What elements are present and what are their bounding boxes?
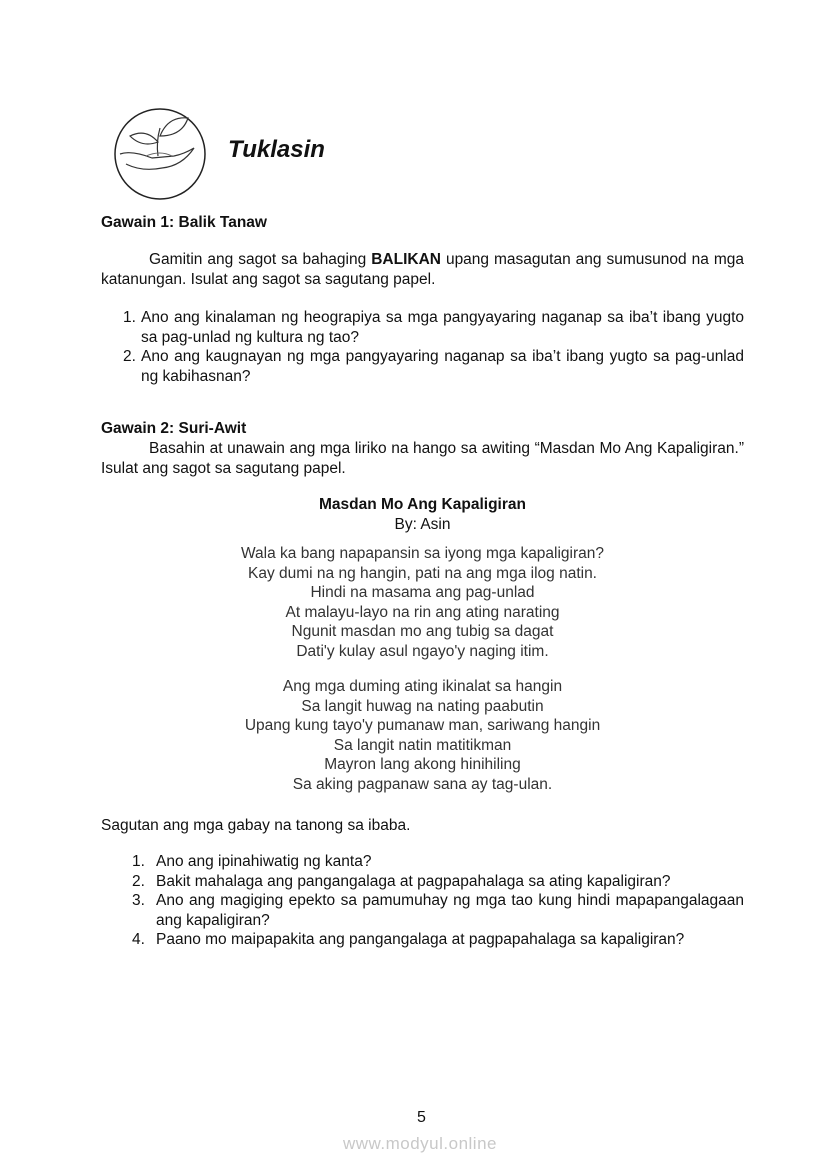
gawain2-intro: Basahin at unawain ang mga liriko na hango sa awiting “Masdan Mo Ang Kapaligiran.” Isulat ang sagot sa sagutang papel. xyxy=(101,440,744,477)
lyric-line: Ang mga duming ating ikinalat sa hangin xyxy=(282,678,563,695)
intro-text: Gamitin ang sagot sa bahaging xyxy=(149,251,372,268)
item-text: Ano ang kinalaman ng heograpiya sa mga pangyayaring naganap sa iba’t ibang yugto sa pag-unlad ng kultura ng tao? xyxy=(141,309,744,346)
list-item xyxy=(132,872,744,892)
gawain2-questions xyxy=(132,852,744,950)
page-number: 5 xyxy=(417,1109,426,1126)
lyric-line: Wala ka bang napapansin sa iyong mga kapaligiran? xyxy=(240,545,605,562)
lyric-line: Hindi na masama ang pag-unlad xyxy=(310,584,535,601)
watermark: www.modyul.online xyxy=(342,1134,497,1153)
intro-text: upang masagutan ang sumusunod na mga katanungan. Isulat ang sagot sa sagutang papel. xyxy=(101,251,744,288)
lyric-line: Sa aking pagpanaw sana ay tag-ulan. xyxy=(292,775,553,793)
list-item xyxy=(132,852,744,872)
list-item xyxy=(123,347,744,386)
item-number: 1. xyxy=(123,309,136,326)
stanza-1 xyxy=(101,544,744,661)
item-number: 1. xyxy=(132,853,145,870)
list-item xyxy=(132,930,744,950)
list-item xyxy=(123,308,744,347)
intro-bold: BALIKAN xyxy=(371,251,441,268)
lyric-line: At malayu-layo na rin ang ating narating xyxy=(285,603,560,621)
item-number: 2. xyxy=(123,348,136,365)
section-title: Tuklasin xyxy=(228,136,325,163)
lyric-line: Sa langit natin matitikman xyxy=(333,736,512,754)
lyric-line: Dati'y kulay asul ngayo'y naging itim. xyxy=(296,642,549,660)
gawain1-questions xyxy=(123,308,744,386)
guide-text: Sagutan ang mga gabay na tanong sa ibaba. xyxy=(101,817,411,834)
lyric-line: Upang kung tayo'y pumanaw man, sariwang hangin xyxy=(244,717,601,734)
item-text: Ano ang kaugnayan ng mga pangyayaring naganap sa iba’t ibang yugto sa pag-unlad ng kabihasnan? xyxy=(141,348,744,385)
item-number: 3. xyxy=(132,892,145,909)
list-item xyxy=(132,891,744,930)
song-title: Masdan Mo Ang Kapaligiran xyxy=(319,496,526,513)
item-text: Ano ang ipinahiwatig ng kanta? xyxy=(156,853,372,870)
gawain1-heading: Gawain 1: Balik Tanaw xyxy=(101,214,267,231)
stanza-2 xyxy=(101,677,744,794)
item-number: 2. xyxy=(132,872,145,890)
lyric-line: Kay dumi na ng hangin, pati na ang mga ilog natin. xyxy=(248,564,597,582)
lyric-line: Sa langit huwag na nating paabutin xyxy=(301,697,544,715)
song-author: By: Asin xyxy=(394,516,451,533)
plant-in-hand-icon xyxy=(112,106,208,202)
gawain2-heading: Gawain 2: Suri-Awit xyxy=(101,420,247,437)
item-text: Bakit mahalaga ang pangangalaga at pagpapahalaga sa ating kapaligiran? xyxy=(156,872,671,890)
item-number: 4. xyxy=(132,931,145,948)
item-text: Ano ang magiging epekto sa pamumuhay ng mga tao kung hindi mapapangalagaan ang kapaligiran? xyxy=(156,892,744,929)
lyric-line: Mayron lang akong hinihiling xyxy=(324,756,521,773)
lyric-line: Ngunit masdan mo ang tubig sa dagat xyxy=(291,623,554,640)
gawain1-intro xyxy=(101,250,744,289)
item-text: Paano mo maipapakita ang pangangalaga at pagpapahalaga sa kapaligiran? xyxy=(156,931,685,948)
